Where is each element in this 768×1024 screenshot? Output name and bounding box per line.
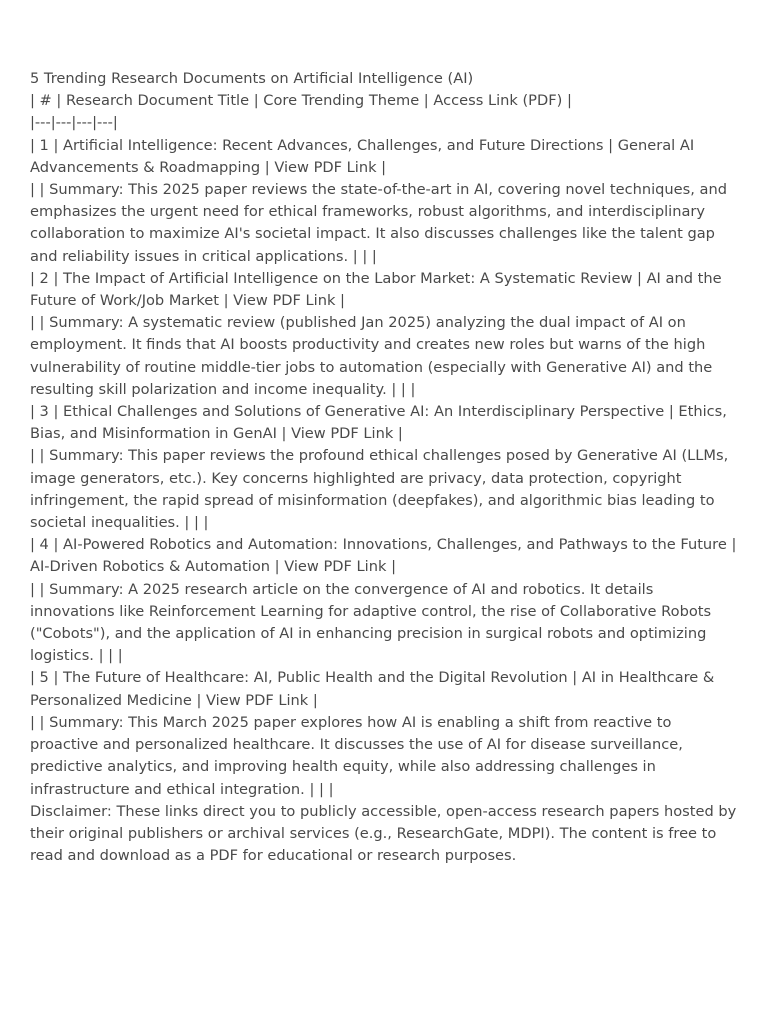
table-header: | # | Research Document Title | Core Trending Theme | Access Link (PDF) | [30, 92, 572, 110]
table-row-4: | 4 | AI-Powered Robotics and Automation: Innovations, Challenges, and Pathways to the Future | AI-Driven Robotics & Automation | View PDF Link | [30, 536, 737, 576]
table-row-3: | 3 | Ethical Challenges and Solutions of Generative AI: An Interdisciplinary Perspective | Ethics, Bias, and Misinformation in GenAI | View PDF Link | [30, 403, 727, 443]
table-row-1: | 1 | Artificial Intelligence: Recent Advances, Challenges, and Future Directions | General AI Advancements & Roadmapping | View PDF Link | [30, 136, 695, 176]
table-row-5-summary: | | Summary: This March 2025 paper explores how AI is enabling a shift from reactive to proactive and personalized healthcare. It discusses the use of AI for disease surveillance, predictive analytics, and improving health equity, while also addressing challenges in infrastructure and ethical integration. | | | [30, 713, 683, 798]
document-body [30, 68, 742, 867]
document-title: 5 Trending Research Documents on Artificial Intelligence (AI) [30, 70, 474, 87]
table-separator: |---|---|---|---| [30, 114, 118, 132]
table-row-4-summary: | | Summary: A 2025 research article on the convergence of AI and robotics. It details innovations like Reinforcement Learning for adaptive control, the rise of Collaborative Robots ("Cobots"), and the application of AI in enhancing precision in surgical robots and optimizing logistics. | | | [30, 580, 712, 665]
table-row-5: | 5 | The Future of Healthcare: AI, Public Health and the Digital Revolution | AI in Healthcare & Personalized Medicine | View PDF Link | [30, 669, 715, 709]
table-row-2-summary: | | Summary: A systematic review (published Jan 2025) analyzing the dual impact of AI on employment. It finds that AI boosts productivity and creates new roles but warns of the high vulnerability of routine middle-tier jobs to automation (especially with Generative AI) and the resulting skill polarization and income inequality. | | | [30, 314, 713, 398]
disclaimer: Disclaimer: These links direct you to publicly accessible, open-access research papers hosted by their original publishers or archival services (e.g., ResearchGate, MDPI). The content is free to read and download as a PDF for educational or research purposes. [30, 802, 737, 865]
table-row-2: | 2 | The Impact of Artificial Intelligence on the Labor Market: A Systematic Review | AI and the Future of Work/Job Market | View PDF Link | [30, 269, 722, 310]
table-row-3-summary: | | Summary: This paper reviews the profound ethical challenges posed by Generative AI (LLMs, image generators, etc.). Key concerns highlighted are privacy, data protection, copyright infringement, the rapid spread of misinformation (deepfakes), and algorithmic bias leading to societal inequalities. | | | [30, 447, 729, 532]
table-row-1-summary: | | Summary: This 2025 paper reviews the state-of-the-art in AI, covering novel techniques, and emphasizes the urgent need for ethical frameworks, robust algorithms, and interdisciplinary collaboration to maximize AI's societal impact. It also discusses challenges like the talent gap and reliability issues in critical applications. | | | [30, 181, 727, 265]
